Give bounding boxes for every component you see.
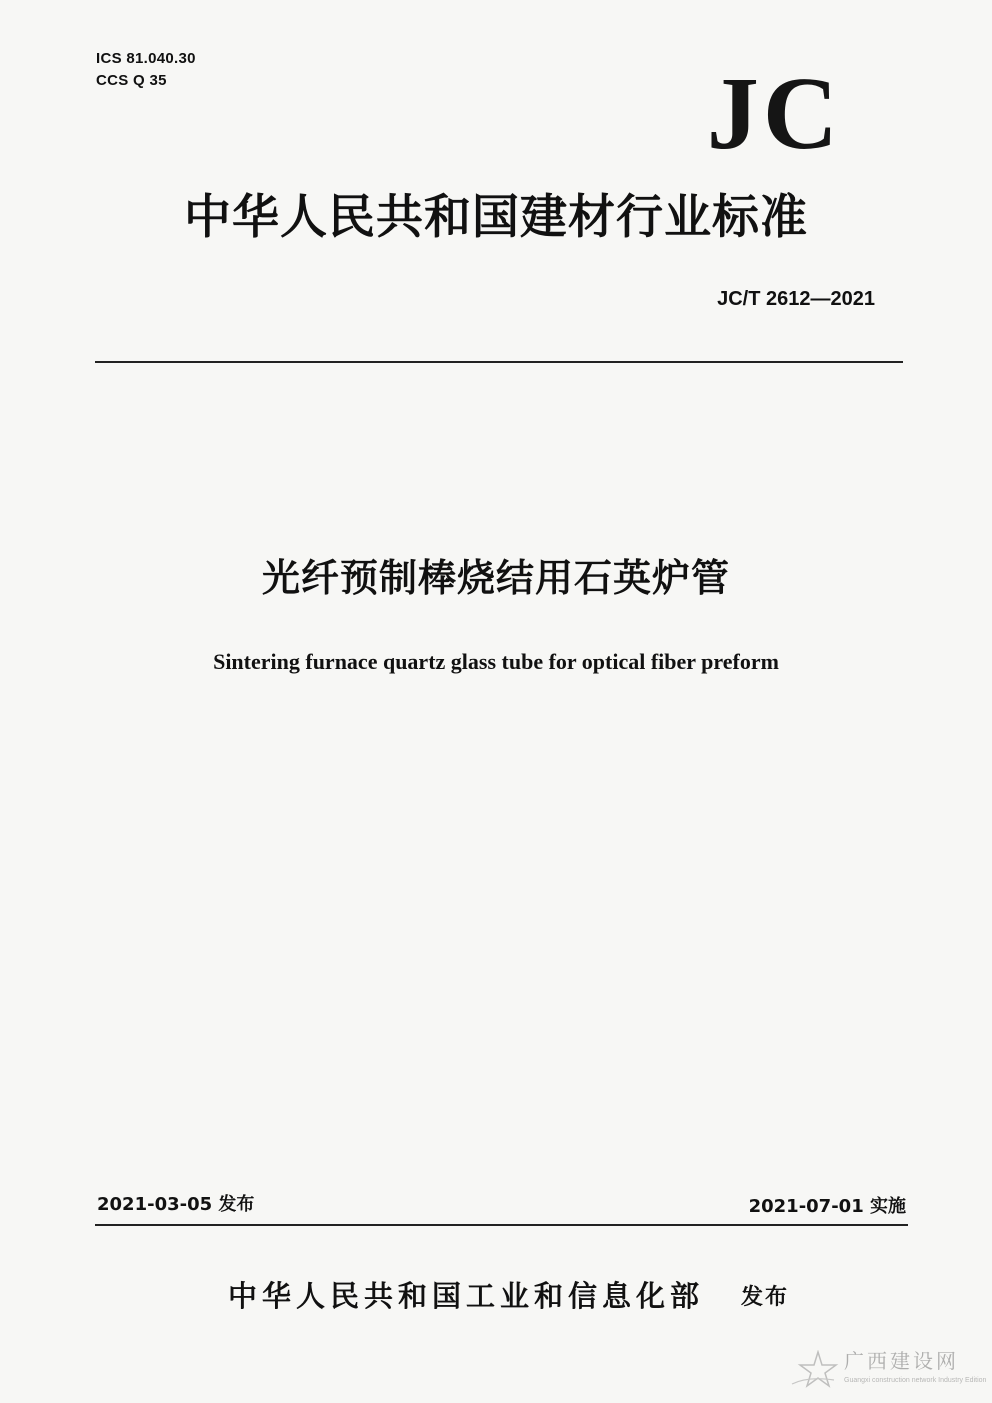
top-divider bbox=[95, 361, 903, 363]
ccs-code: CCS Q 35 bbox=[96, 72, 167, 89]
classification-codes bbox=[96, 48, 196, 92]
publication-date: 2021-03-05 发布 bbox=[97, 1194, 255, 1215]
bottom-divider bbox=[95, 1224, 908, 1226]
site-watermark bbox=[790, 1346, 988, 1398]
ics-code: ICS 81.040.30 bbox=[96, 50, 196, 67]
document-title-chinese: 光纤预制棒烧结用石英炉管 bbox=[261, 556, 730, 600]
standard-category-title: 中华人民共和国建材行业标准 bbox=[184, 190, 808, 245]
star-logo-icon bbox=[790, 1350, 840, 1390]
watermark-site-name: 广西建设网 bbox=[844, 1349, 959, 1373]
standard-number: JC/T 2612—2021 bbox=[717, 288, 875, 310]
watermark-subtitle: Guangxi construction network Industry Edition bbox=[844, 1377, 987, 1384]
jc-logo: JC bbox=[706, 56, 842, 171]
document-title-english: Sintering furnace quartz glass tube for optical fiber preform bbox=[213, 649, 779, 674]
issuing-authority: 中华人民共和国工业和信息化部 bbox=[228, 1279, 705, 1313]
implementation-date: 2021-07-01 实施 bbox=[748, 1196, 906, 1217]
issue-label: 发布 bbox=[741, 1284, 790, 1310]
